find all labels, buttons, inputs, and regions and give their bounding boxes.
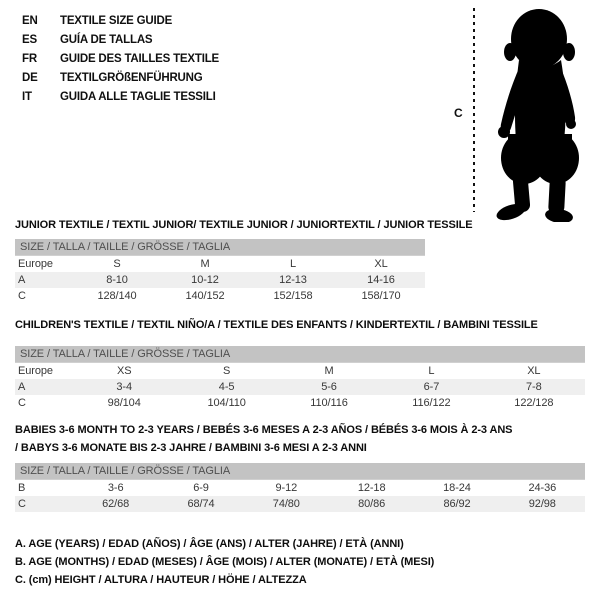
cell-value: 6-7 xyxy=(423,381,440,393)
language-code: DE xyxy=(22,72,38,84)
cell-value: XS xyxy=(116,365,132,377)
row-label: C xyxy=(18,290,26,302)
language-label: GUIDE DES TAILLES TEXTILE xyxy=(60,53,219,65)
row-label: A xyxy=(18,381,26,393)
legend-note-line: B. AGE (MONTHS) / EDAD (MESES) / ÂGE (MOIS) / ALTER (MONATE) / ETÀ (MESI) xyxy=(15,556,435,568)
table-row xyxy=(15,288,425,304)
height-measure-label: C xyxy=(454,106,463,120)
table-row xyxy=(15,395,585,411)
cell-value: 14-16 xyxy=(367,274,395,286)
babies-size-header: SIZE / TALLA / TAILLE / GRÖSSE / TAGLIA xyxy=(15,463,585,479)
junior-size-header: SIZE / TALLA / TAILLE / GRÖSSE / TAGLIA xyxy=(15,239,425,255)
cell-value: M xyxy=(324,365,334,377)
cell-value: 128/140 xyxy=(97,290,137,302)
row-label: B xyxy=(18,482,26,494)
language-code: EN xyxy=(22,15,38,27)
cell-value: 8-10 xyxy=(106,274,128,286)
table-row xyxy=(15,272,425,288)
cell-value: L xyxy=(289,258,297,270)
legend-notes xyxy=(15,535,434,589)
babies-table-rows xyxy=(15,479,585,512)
cell-value: 80/86 xyxy=(358,498,386,510)
cell-value: 86/92 xyxy=(443,498,471,510)
height-measure-dashed-line xyxy=(472,8,476,217)
cell-value: 18-24 xyxy=(443,482,471,494)
table-row xyxy=(15,379,585,395)
language-list xyxy=(22,12,219,107)
language-row xyxy=(22,69,219,88)
cell-value: 6-9 xyxy=(193,482,209,494)
cell-value: XL xyxy=(527,365,541,377)
children-size-table xyxy=(15,346,585,411)
cell-value: 68/74 xyxy=(187,498,215,510)
cell-value: 110/116 xyxy=(310,397,348,409)
cell-value: L xyxy=(428,365,435,377)
language-label: TEXTILGRÖßENFÜHRUNG xyxy=(60,72,203,84)
cell-value: 74/80 xyxy=(272,498,300,510)
cell-value: 104/110 xyxy=(207,397,246,409)
cell-value: 98/104 xyxy=(107,397,141,409)
cell-value: 5-6 xyxy=(321,381,337,393)
cell-value: 12-13 xyxy=(279,274,307,286)
language-row xyxy=(22,12,219,31)
children-table-title: CHILDREN'S TEXTILE / TEXTIL NIÑO/A / TEXTILE DES ENFANTS / KINDERTEXTIL / BAMBINI TESSILE xyxy=(15,319,538,331)
cell-value: 24-36 xyxy=(528,482,557,494)
cell-value: 152/158 xyxy=(273,290,313,302)
cell-value: S xyxy=(222,365,231,377)
legend-note-line: C. (cm) HEIGHT / ALTURA / HAUTEUR / HÖHE / ALTEZZA xyxy=(15,574,307,586)
junior-table-title: JUNIOR TEXTILE / TEXTIL JUNIOR/ TEXTILE JUNIOR / JUNIORTEXTIL / JUNIOR TESSILE xyxy=(15,219,473,231)
junior-table-rows xyxy=(15,255,425,304)
cell-value: 12-18 xyxy=(357,482,386,494)
language-row xyxy=(22,50,219,69)
language-label: TEXTILE SIZE GUIDE xyxy=(60,15,173,27)
language-label: GUÍA DE TALLAS xyxy=(60,34,153,46)
cell-value: XL xyxy=(374,258,388,270)
cell-value: 9-12 xyxy=(275,482,298,494)
table-row xyxy=(15,255,425,272)
table-row xyxy=(15,362,585,379)
cell-value: 116/122 xyxy=(412,397,451,409)
row-label: Europe xyxy=(18,258,53,270)
children-size-header: SIZE / TALLA / TAILLE / GRÖSSE / TAGLIA xyxy=(15,346,585,362)
cell-value: 3-6 xyxy=(107,482,124,494)
legend-note-line: A. AGE (YEARS) / EDAD (AÑOS) / ÂGE (ANS) / ALTER (JAHRE) / ETÀ (ANNI) xyxy=(15,538,404,550)
children-table-rows xyxy=(15,362,585,411)
row-label: C xyxy=(18,498,26,510)
cell-value: 158/170 xyxy=(361,290,401,302)
cell-value: 7-8 xyxy=(526,381,542,393)
cell-value: 122/128 xyxy=(514,397,554,409)
babies-table-title: BABIES 3-6 MONTH TO 2-3 YEARS / BEBÉS 3-6 MESES A 2-3 AÑOS / BÉBÉS 3-6 MOIS À 2-3 ANS / BABYS 3-6 MONATE BIS 2-3 JAHRE / BAMBINI 3-6 MESI A 2-3 ANNI xyxy=(15,424,513,454)
cell-value: 140/152 xyxy=(185,290,225,302)
language-code: FR xyxy=(22,53,37,65)
language-row xyxy=(22,88,219,107)
babies-size-table xyxy=(15,463,585,512)
toddler-silhouette-icon xyxy=(483,6,597,227)
cell-value: 92/98 xyxy=(528,498,556,510)
row-label: C xyxy=(18,397,26,409)
table-row xyxy=(15,496,585,512)
language-label: GUIDA ALLE TAGLIE TESSILI xyxy=(60,91,216,103)
junior-size-table xyxy=(15,239,425,304)
cell-value: 10-12 xyxy=(191,274,219,286)
cell-value: 62/68 xyxy=(102,498,130,510)
row-label: A xyxy=(18,274,26,286)
cell-value: M xyxy=(200,258,210,270)
row-label: Europe xyxy=(18,365,53,377)
table-row xyxy=(15,479,585,496)
cell-value: 4-5 xyxy=(218,381,235,393)
cell-value: S xyxy=(113,258,121,270)
language-code: ES xyxy=(22,34,37,46)
cell-value: 3-4 xyxy=(116,381,132,393)
language-row xyxy=(22,31,219,50)
language-code: IT xyxy=(22,91,32,103)
